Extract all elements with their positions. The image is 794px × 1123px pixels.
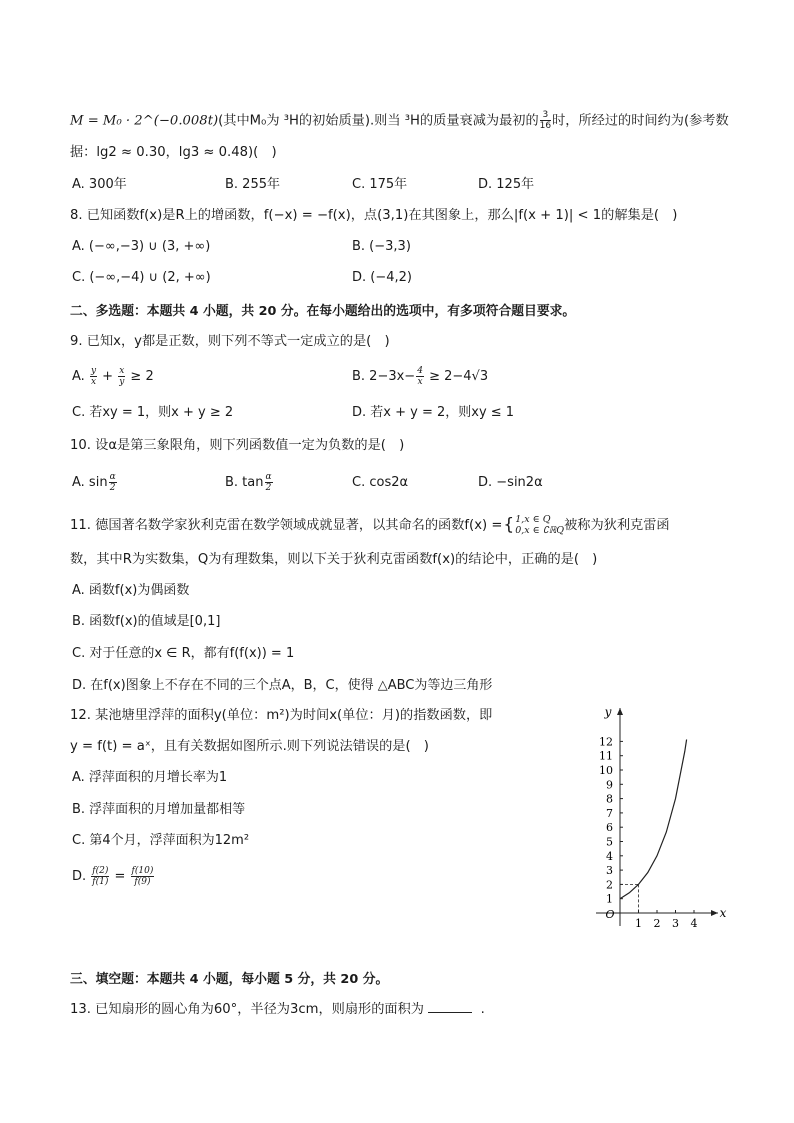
- q9-option-d[interactable]: D. 若x + y = 2，则xy ≤ 1: [352, 405, 515, 420]
- q13-stem-line: [70, 1000, 485, 1019]
- q9-stem: 9. 已知x，y都是正数，则下列不等式一定成立的是( ): [70, 334, 390, 349]
- q8-option-d[interactable]: D. (−4,2): [352, 270, 412, 285]
- q13-stem: 13. 已知扇形的圆心角为60°，半径为3cm，则扇形的面积为: [70, 1002, 424, 1017]
- y-tick-label: 9: [606, 778, 613, 792]
- q7-frac-num: 3: [540, 110, 551, 121]
- q10-option-d[interactable]: D. −sin2α: [478, 475, 543, 490]
- q8-option-b[interactable]: B. (−3,3): [352, 239, 411, 254]
- q7-line1: [70, 110, 729, 131]
- q11-option-a[interactable]: A. 函数f(x)为偶函数: [72, 583, 190, 598]
- q9-a-plus: +: [98, 369, 118, 384]
- q7-option-d[interactable]: D. 125年: [478, 177, 535, 192]
- q11-stem-b: 被称为狄利克雷函: [564, 518, 670, 533]
- q12-option-c[interactable]: C. 第4个月，浮萍面积为12m²: [72, 833, 250, 848]
- q10-b-den: 2: [265, 483, 272, 493]
- q12-d-frac2-num: f(10): [131, 866, 154, 876]
- q10-a-prefix: A. sin: [72, 475, 108, 490]
- q12-stem-line2: y = f(t) = aˣ，且有关数据如图所示.则下列说法错误的是( ): [70, 739, 429, 754]
- q7-fraction: [540, 110, 551, 131]
- q11-piece-bottom: 0,x ∈ ∁ℝQ: [515, 525, 565, 536]
- q9-a-frac2: [118, 366, 125, 387]
- y-tick-label: 7: [606, 806, 613, 820]
- q10-option-c[interactable]: C. cos2α: [352, 475, 409, 490]
- q11-brace: {: [503, 515, 515, 535]
- q10-a-num: α: [109, 472, 116, 482]
- q7-text-end: 时，所经过的时间约为(参考数: [552, 113, 729, 129]
- q9-option-a[interactable]: [72, 366, 154, 387]
- q12-d-frac1-num: f(2): [92, 866, 109, 876]
- q11-option-d[interactable]: D. 在f(x)图象上不存在不同的三个点A，B，C，使得 △ABC为等边三角形: [72, 678, 493, 693]
- q12-option-a[interactable]: A. 浮萍面积的月增长率为1: [72, 770, 228, 785]
- q10-b-prefix: B. tan: [225, 475, 264, 490]
- q9-b-frac-num: 4: [417, 366, 423, 376]
- q11-piecewise: [515, 514, 564, 536]
- y-axis-arrow: [617, 708, 623, 715]
- q10-b-num: α: [265, 472, 272, 482]
- q13-end: .: [480, 1002, 485, 1017]
- q9-a-frac2-num: x: [119, 366, 125, 376]
- y-tick-label: 2: [606, 878, 613, 892]
- x-tick-label: 3: [672, 917, 679, 930]
- q9-a-prefix: A.: [72, 369, 89, 384]
- q11-stem-line1: [70, 514, 670, 536]
- origin-label: O: [605, 908, 615, 921]
- y-tick-label: 1: [606, 892, 613, 906]
- q7-option-c[interactable]: C. 175年: [352, 177, 408, 192]
- x-tick-label: 2: [653, 917, 661, 930]
- q12-d-prefix: D.: [72, 869, 91, 884]
- q9-b-prefix: B. 2−3x−: [352, 369, 416, 384]
- q7-option-a[interactable]: A. 300年: [72, 177, 127, 192]
- x-axis-arrow: [711, 910, 718, 916]
- q11-stem-line2: 数，其中R为实数集，Q为有理数集，则以下关于狄利克雷函数f(x)的结论中，正确的是( ): [70, 552, 598, 567]
- q7-option-b[interactable]: B. 255年: [225, 177, 280, 192]
- q9-option-c[interactable]: C. 若xy = 1，则x + y ≥ 2: [72, 405, 234, 420]
- y-tick-label: 3: [606, 864, 613, 878]
- q12-d-frac2-den: f(9): [134, 877, 151, 887]
- q12-d-frac2: [131, 866, 155, 887]
- q7-text: (其中M₀为 ³H的初始质量).则当 ³H的质量衰减为最初的: [218, 113, 539, 129]
- y-axis-label: y: [604, 705, 612, 719]
- q11-piece-top: 1,x ∈ Q: [515, 514, 551, 525]
- q11-stem-a: 11. 德国著名数学家狄利克雷在数学领域成就显著，以其命名的函数f(x) =: [70, 518, 503, 533]
- q12-option-b[interactable]: B. 浮萍面积的月增加量都相等: [72, 802, 246, 817]
- q8-option-a[interactable]: A. (−∞,−3) ∪ (3, +∞): [72, 239, 211, 254]
- q9-a-frac1-den: x: [90, 377, 97, 387]
- q9-b-frac-den: x: [417, 377, 423, 387]
- q9-a-frac2-den: y: [119, 377, 125, 387]
- q9-a-frac1-num: y: [90, 366, 97, 376]
- y-tick-label: 8: [606, 792, 613, 806]
- q12-d-frac1-den: f(1): [92, 877, 109, 887]
- q7-line2: 据：lg2 ≈ 0.30，lg3 ≈ 0.48)( ): [70, 145, 277, 160]
- y-tick-label: 12: [599, 735, 613, 749]
- q12-d-eq: =: [110, 869, 130, 884]
- q11-option-c[interactable]: C. 对于任意的x ∈ R，都有f(f(x)) = 1: [72, 646, 295, 661]
- q10-a-den: 2: [109, 483, 116, 493]
- q10-option-b[interactable]: [225, 472, 274, 493]
- q7-formula: M = M₀ · 2^(−0.008t): [70, 113, 219, 129]
- q9-b-tail: ≥ 2−4√3: [424, 369, 489, 384]
- q9-b-frac: [416, 366, 424, 387]
- exponential-graph: [592, 700, 728, 930]
- q10-stem: 10. 设α是第三象限角，则下列函数值一定为负数的是( ): [70, 438, 405, 453]
- q12-option-d[interactable]: [72, 866, 155, 887]
- section-fill-blank-heading: 三、填空题：本题共 4 小题，每小题 5 分，共 20 分。: [70, 972, 389, 987]
- q9-a-frac1: [90, 366, 97, 387]
- y-tick-label: 11: [599, 749, 613, 763]
- q11-option-b[interactable]: B. 函数f(x)的值域是[0,1]: [72, 614, 221, 629]
- q10-a-frac: [109, 472, 117, 493]
- y-tick-label: 4: [606, 849, 613, 863]
- q12-d-frac1: [91, 866, 109, 887]
- exponential-curve: [620, 740, 687, 899]
- q12-stem-line1: 12. 某池塘里浮萍的面积y(单位：m²)为时间x(单位：月)的指数函数，即: [70, 708, 493, 723]
- x-tick-label: 1: [635, 917, 642, 930]
- q7-frac-den: 16: [539, 121, 552, 131]
- q13-answer-blank[interactable]: [428, 1000, 472, 1013]
- q8-option-c[interactable]: C. (−∞,−4) ∪ (2, +∞): [72, 270, 211, 285]
- q10-option-a[interactable]: [72, 472, 118, 493]
- y-tick-label: 6: [606, 821, 613, 835]
- q10-b-frac: [265, 472, 273, 493]
- q9-option-b[interactable]: [352, 366, 488, 387]
- x-axis-label: x: [719, 906, 727, 920]
- q8-stem: 8. 已知函数f(x)是R上的增函数，f(−x) = −f(x)，点(3,1)在其图象上，那么|f(x + 1)| < 1的解集是( ): [70, 208, 678, 223]
- y-tick-label: 10: [599, 764, 613, 777]
- section-multi-choice-heading: 二、多选题：本题共 4 小题，共 20 分。在每小题给出的选项中，有多项符合题目要求。: [70, 304, 576, 319]
- x-tick-label: 4: [690, 917, 698, 930]
- q9-a-tail: ≥ 2: [126, 369, 154, 384]
- y-tick-label: 5: [606, 835, 613, 849]
